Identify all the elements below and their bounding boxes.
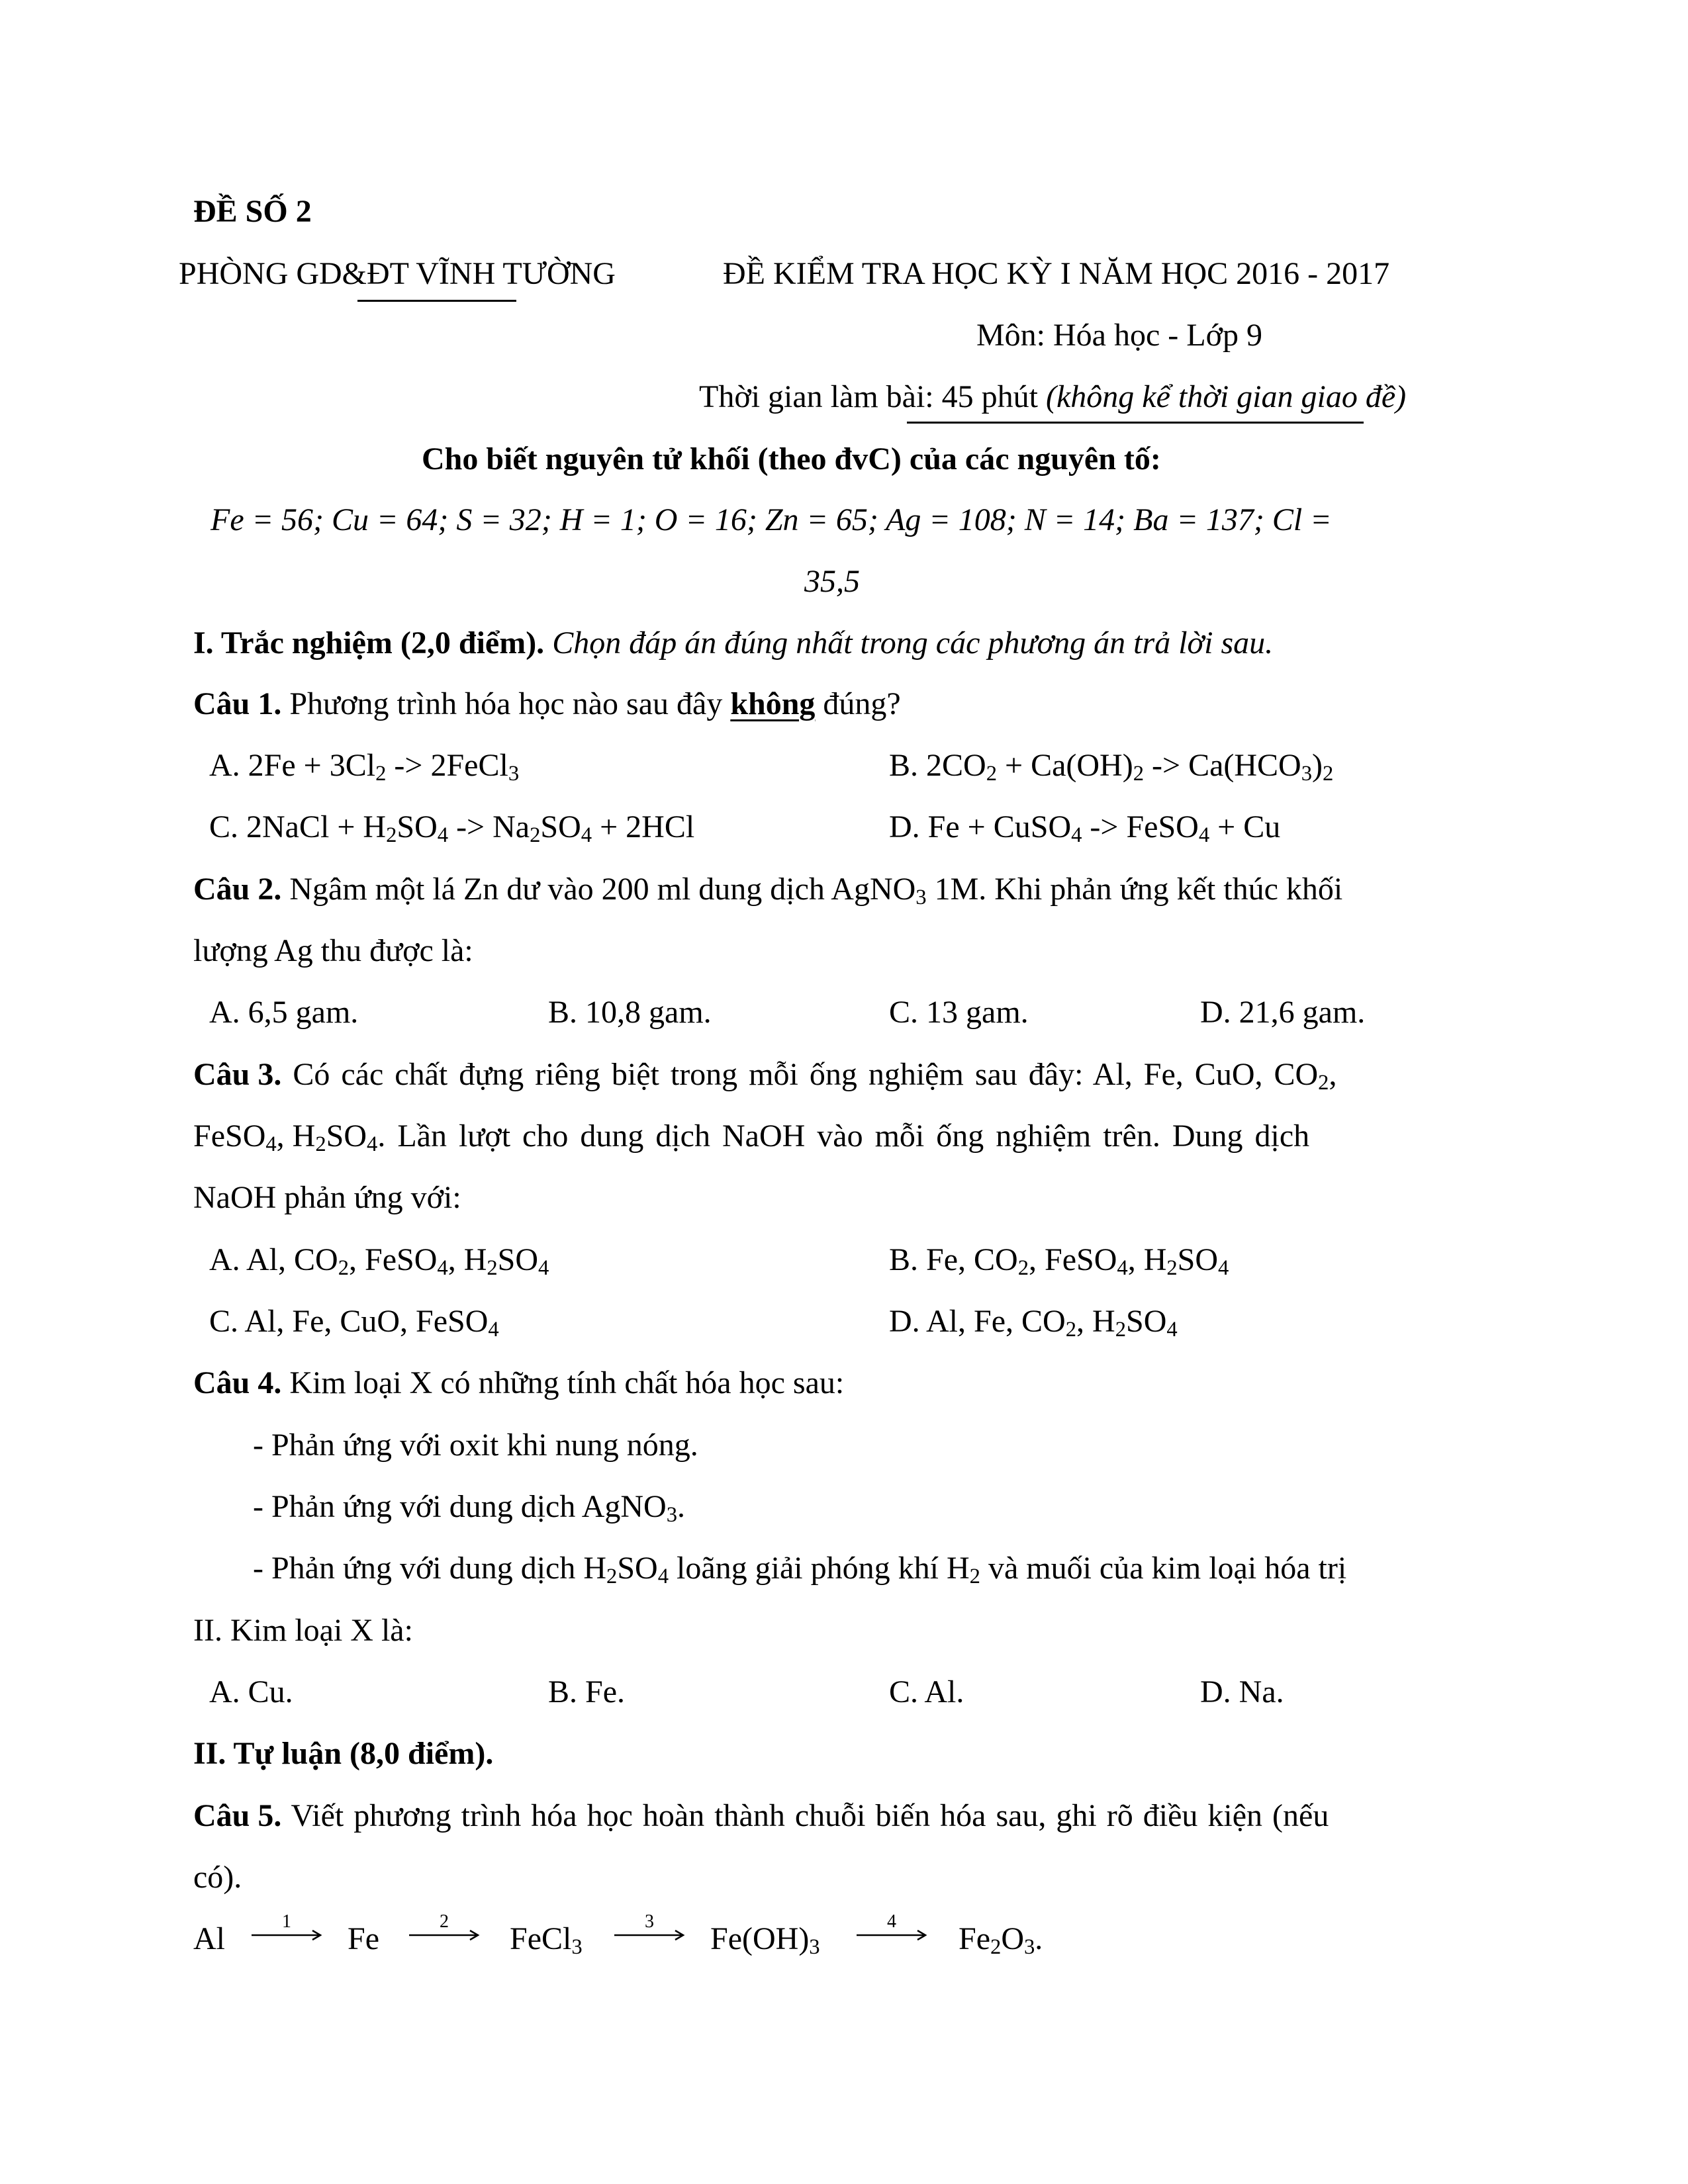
exam-time: Thời gian làm bài: 45 phút (không kể thời gian giao đề) <box>699 379 1407 414</box>
atomic-mass-title: Cho biết nguyên tử khối (theo đvC) của các nguyên tố: <box>422 441 1161 477</box>
question-4: Câu 4. Kim loại X có những tính chất hóa học sau: <box>193 1365 845 1400</box>
exam-title: ĐỀ KIỂM TRA HỌC KỲ I NĂM HỌC 2016 - 2017 <box>723 256 1390 291</box>
chain-arrow-2: 2 <box>408 1911 481 1944</box>
question-2-cont: lượng Ag thu được là: <box>193 933 473 968</box>
q2-option-a: A. 6,5 gam. <box>209 995 359 1030</box>
department-name: PHÒNG GD&ĐT VĨNH TƯỜNG <box>179 256 616 291</box>
chain-fecl3: FeCl$_3$ <box>510 1921 583 1960</box>
chain-arrow-4: 4 <box>855 1911 928 1944</box>
atomic-mass-values: Fe = 56; Cu = 64; S = 32; H = 1; O = 16; Zn = 65; Ag = 108; N = 14; Ba = 137; Cl = <box>211 502 1332 537</box>
exam-number: ĐỀ SỐ 2 <box>193 194 312 229</box>
q2-option-b: B. 10,8 gam. <box>548 995 712 1030</box>
question-5-cont: có). <box>193 1860 242 1895</box>
question-2: Câu 2. Ngâm một lá Zn dư vào 200 ml dung dịch AgNO$_3$ 1M. Khi phản ứng kết thúc khối <box>193 872 1343 910</box>
q3-option-b: B. Fe, $CO_2$, FeSO$_4$, $H_2SO_4$ <box>889 1242 1229 1281</box>
atomic-mass-values-cont: 35,5 <box>804 564 860 599</box>
q1-option-b: B. $2CO_2 + Ca(OH)_2 -> Ca(HCO_3)_2$ <box>889 748 1334 786</box>
q4-property-2: - Phản ứng với dung dịch AgNO$_3$. <box>253 1489 686 1527</box>
chain-fe2o3: $Fe_2O_3$. <box>959 1921 1043 1960</box>
chain-fe: Fe <box>348 1921 379 1956</box>
q4-option-c: C. Al. <box>889 1674 964 1709</box>
question-3-cont: FeSO$_4$, $H_2SO_4$. Lần lượt cho dung dịch NaOH vào mỗi ống nghiệm trên. Dung dịch <box>193 1118 1310 1157</box>
q4-question: II. Kim loại X là: <box>193 1613 413 1648</box>
chain-arrow-1: 1 <box>250 1911 323 1944</box>
q4-option-d: D. Na. <box>1200 1674 1284 1709</box>
question-3: Câu 3. Có các chất đựng riêng biệt trong mỗi ống nghiệm sau đây: Al, Fe, CuO, $CO_2$, <box>193 1057 1337 1095</box>
arrow-right-icon <box>613 1929 686 1942</box>
arrow-right-icon <box>855 1929 928 1942</box>
q4-option-b: B. Fe. <box>548 1674 626 1709</box>
q3-option-a: A. Al, $CO_2$, FeSO$_4$, $H_2SO_4$ <box>209 1242 549 1281</box>
q4-option-a: A. Cu. <box>209 1674 293 1709</box>
department-underline <box>357 300 516 302</box>
part1-heading: I. Trắc nghiệm (2,0 điểm). Chọn đáp án đúng nhất trong các phương án trả lời sau. <box>193 625 1274 660</box>
question-3-cont2: NaOH phản ứng với: <box>193 1180 461 1215</box>
q4-property-3: - Phản ứng với dung dịch $H_2SO_4$ loãng giải phóng khí $H_2$ và muối của kim loại hóa trị <box>253 1551 1347 1589</box>
part2-heading: II. Tự luận (8,0 điểm). <box>193 1736 494 1771</box>
q3-option-d: D. Al, Fe, $CO_2$, $H_2SO_4$ <box>889 1304 1178 1342</box>
q3-option-c: C. Al, Fe, CuO, FeSO$_4$ <box>209 1304 499 1342</box>
time-underline <box>907 422 1364 424</box>
arrow-right-icon <box>250 1929 323 1942</box>
arrow-right-icon <box>408 1929 481 1942</box>
q1-option-c: C. 2NaCl + $H_2SO_4 -> Na_2SO_4 + 2HCl$ <box>209 809 695 848</box>
chain-feoh3: $Fe(OH)_3$ <box>710 1921 820 1960</box>
chain-al: Al <box>193 1921 225 1956</box>
q1-option-a: A. $2Fe + 3Cl_2$ -> 2FeCl$_3$ <box>209 748 520 786</box>
question-5: Câu 5. Viết phương trình hóa học hoàn thành chuỗi biến hóa sau, ghi rõ điều kiện (nếu <box>193 1798 1329 1833</box>
exam-subject: Môn: Hóa học - Lớp 9 <box>976 318 1262 353</box>
q1-option-d: D. Fe + CuSO$_4$ -> FeSO$_4$ + Cu <box>889 809 1281 848</box>
question-1: Câu 1. Phương trình hóa học nào sau đây không đúng? <box>193 686 901 721</box>
chain-arrow-3: 3 <box>613 1911 686 1944</box>
q4-property-1: - Phản ứng với oxit khi nung nóng. <box>253 1428 698 1463</box>
q2-option-d: D. 21,6 gam. <box>1200 995 1366 1030</box>
q2-option-c: C. 13 gam. <box>889 995 1029 1030</box>
